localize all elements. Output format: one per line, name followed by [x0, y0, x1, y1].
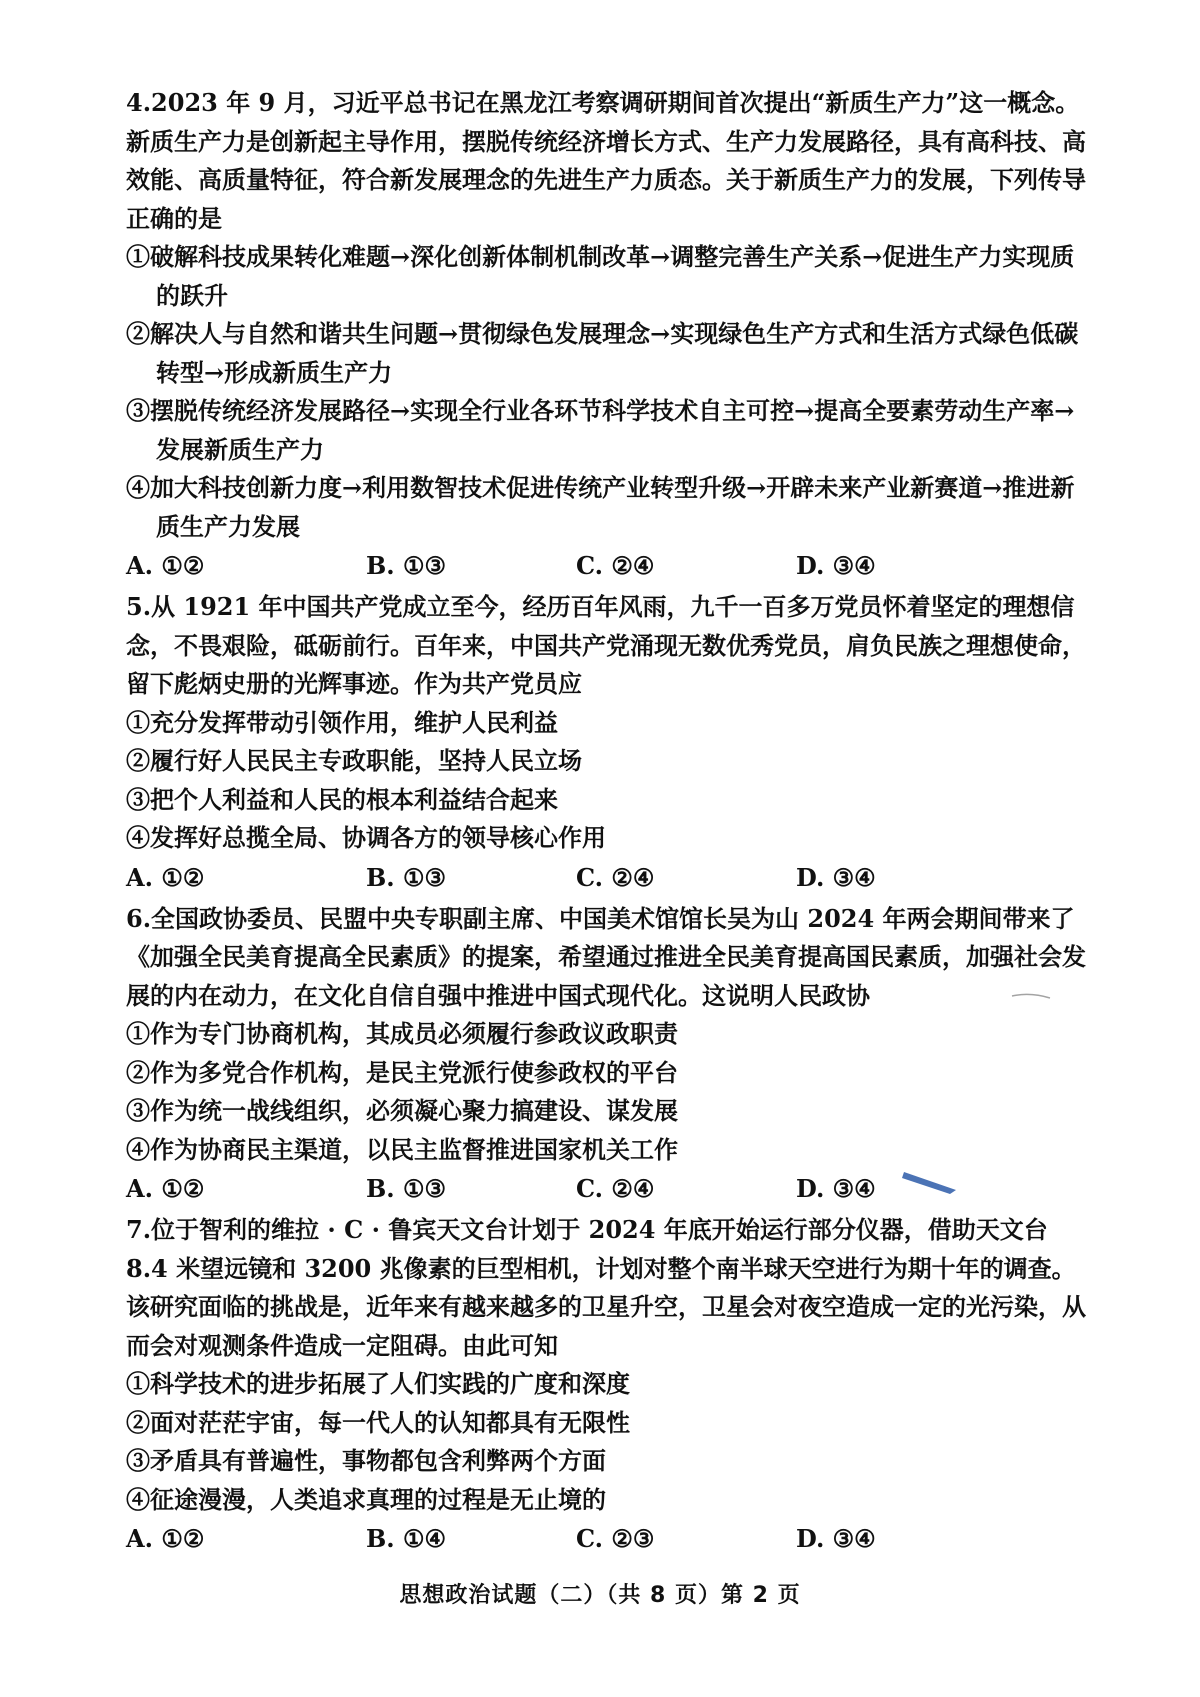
choice-d: D. ③④	[796, 1174, 876, 1203]
question-7	[126, 1211, 1086, 1559]
scan-smudge	[1010, 990, 1060, 1010]
choice-d: D. ③④	[796, 862, 876, 892]
choice-a: A. ①②	[126, 862, 205, 892]
question-list	[126, 84, 1086, 1561]
choice-d: D. ③④	[796, 551, 876, 580]
question-stem: 6.全国政协委员、民盟中央专职副主席、中国美术馆馆长吴为山 2024 年两会期间带来了《加强全民美育提高全民素质》的提案，希望通过推进全民美育提高国民素质，加强社会发展的内在动力，在文化自信自强中推进中国式现代化。这说明人民政协	[126, 903, 1086, 1010]
option-2: ②履行好人民民主专政职能，坚持人民立场	[126, 746, 582, 775]
option-3: ③把个人利益和人民的根本利益结合起来	[126, 784, 558, 814]
choice-b: B. ①③	[366, 1174, 447, 1203]
choice-c: C. ②④	[576, 1174, 655, 1203]
choice-c: C. ②④	[576, 862, 655, 892]
choice-b: B. ①③	[366, 551, 447, 580]
choice-a: A. ①②	[126, 1174, 205, 1203]
choice-c: C. ②④	[576, 551, 655, 580]
option-1: ①充分发挥带动引领作用，维护人民利益	[126, 707, 558, 737]
option-3: ③矛盾具有普遍性，事物都包含利弊两个方面	[126, 1446, 606, 1475]
option-4: ④作为协商民主渠道，以民主监督推进国家机关工作	[126, 1134, 678, 1164]
option-4: ④加大科技创新力度→利用数智技术促进传统产业转型升级→开辟未来产业新赛道→推进新质生产力发展	[126, 473, 1075, 541]
question-5	[126, 588, 1086, 898]
option-4: ④征途漫漫，人类追求真理的过程是无止境的	[126, 1484, 606, 1514]
answer-choices	[126, 1519, 1086, 1559]
answer-choices	[126, 546, 1086, 586]
question-stem: 7.位于智利的维拉 · C · 鲁宾天文台计划于 2024 年底开始运行部分仪器，借助天文台 8.4 米望远镜和 3200 兆像素的巨型相机，计划对整个南半球天空进行为期十年的调查。该研究面临的挑战是，近年来有越来越多的卫星升空，卫星会对夜空造成一定的光污染，从而会对观测条件造成一定阻碍。由此可知	[126, 1215, 1086, 1360]
option-3: ③作为统一战线组织，必须凝心聚力搞建设、谋发展	[126, 1096, 678, 1125]
question-4	[126, 84, 1086, 586]
option-1: ①科学技术的进步拓展了人们实践的广度和深度	[126, 1369, 630, 1398]
question-stem: 5.从 1921 年中国共产党成立至今，经历百年风雨，九千一百多万党员怀着坚定的理想信念，不畏艰险，砥砺前行。百年来，中国共产党涌现无数优秀党员，肩负民族之理想使命，留下彪炳史册的光辉事迹。作为共产党员应	[126, 592, 1086, 698]
option-4: ④发挥好总揽全局、协调各方的领导核心作用	[126, 823, 606, 852]
option-3: ③摆脱传统经济发展路径→实现全行业各环节科学技术自主可控→提高全要素劳动生产率→发展新质生产力	[126, 396, 1075, 464]
option-1: ①破解科技成果转化难题→深化创新体制机制改革→调整完善生产关系→促进生产力实现质的跃升	[126, 242, 1075, 310]
answer-choices	[126, 858, 1086, 898]
option-2: ②作为多党合作机构，是民主党派行使参政权的平台	[126, 1057, 678, 1087]
page-footer: 思想政治试题（二）（共 8 页）第 2 页	[399, 1583, 801, 1608]
question-6	[126, 900, 1086, 1210]
option-2: ②面对茫茫宇宙，每一代人的认知都具有无限性	[126, 1407, 630, 1437]
option-2: ②解决人与自然和谐共生问题→贯彻绿色发展理念→实现绿色生产方式和生活方式绿色低碳转型→形成新质生产力	[126, 319, 1079, 387]
question-stem: 4.2023 年 9 月，习近平总书记在黑龙江考察调研期间首次提出“新质生产力”这一概念。新质生产力是创新起主导作用，摆脱传统经济增长方式、生产力发展路径，具有高科技、高效能、高质量特征，符合新发展理念的先进生产力质态。关于新质生产力的发展，下列传导正确的是	[126, 88, 1086, 233]
choice-c: C. ②③	[576, 1524, 655, 1553]
scan-blue-mark	[900, 1168, 960, 1198]
choice-d: D. ③④	[796, 1524, 876, 1553]
choice-a: A. ①②	[126, 1524, 205, 1553]
choice-b: B. ①③	[366, 862, 447, 892]
choice-b: B. ①④	[366, 1524, 447, 1553]
choice-a: A. ①②	[126, 551, 205, 580]
option-1: ①作为专门协商机构，其成员必须履行参政议政职责	[126, 1019, 678, 1048]
